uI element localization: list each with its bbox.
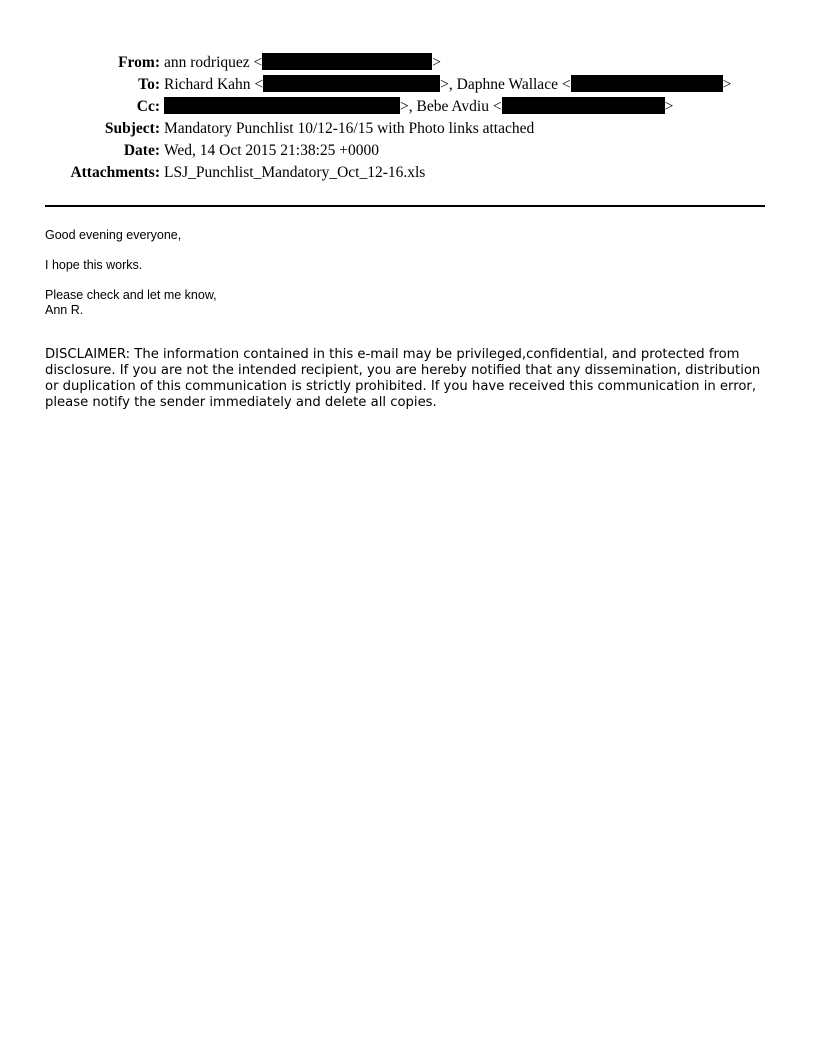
signature: Ann R. xyxy=(45,303,84,317)
from-close: > xyxy=(432,54,442,71)
cc-close: > xyxy=(664,98,674,115)
redaction-block xyxy=(571,75,723,92)
from-name: ann rodriquez < xyxy=(164,54,263,71)
redaction-block xyxy=(164,97,400,114)
subject-label: Subject: xyxy=(104,120,160,137)
to-recipient-1: Richard Kahn < xyxy=(164,76,264,93)
to-label: To: xyxy=(138,76,160,93)
cc-separator: >, Bebe Avdiu < xyxy=(400,98,502,115)
from-value xyxy=(164,52,441,74)
header-divider xyxy=(45,205,765,207)
to-row xyxy=(0,74,816,96)
attachment-filename: LSJ_Punchlist_Mandatory_Oct_12-16.xls xyxy=(164,164,426,181)
date-label: Date: xyxy=(123,142,160,159)
message-body xyxy=(45,228,770,318)
attachments-label: Attachments: xyxy=(70,164,160,181)
to-close: > xyxy=(722,76,732,93)
cc-row xyxy=(0,96,816,118)
redaction-block xyxy=(263,75,440,92)
disclaimer: DISCLAIMER: The information contained in this e-mail may be privileged,confidential, and protected from disclosure. If you are not the intended recipient, you are hereby notified that any dissemination, distribution or duplication of this communication is strictly prohibited. If you have received this communication in error, please notify the sender immediately and delete all copies. xyxy=(45,347,761,410)
to-separator: >, Daphne Wallace < xyxy=(440,76,571,93)
redaction-block xyxy=(502,97,665,114)
subject-row xyxy=(0,118,816,140)
from-label: From: xyxy=(118,54,160,71)
body-line-1: I hope this works. xyxy=(45,258,143,272)
greeting: Good evening everyone, xyxy=(45,228,182,242)
cc-value xyxy=(164,96,673,118)
date-row xyxy=(0,140,816,162)
body-line-2: Please check and let me know, xyxy=(45,288,217,302)
redaction-block xyxy=(262,53,432,70)
email-header xyxy=(0,52,816,184)
date-value: Wed, 14 Oct 2015 21:38:25 +0000 xyxy=(164,142,380,159)
to-value xyxy=(164,74,731,96)
subject-value: Mandatory Punchlist 10/12-16/15 with Photo links attached xyxy=(164,120,535,137)
attachments-row xyxy=(0,162,816,184)
from-row xyxy=(0,52,816,74)
cc-label: Cc: xyxy=(136,98,160,115)
